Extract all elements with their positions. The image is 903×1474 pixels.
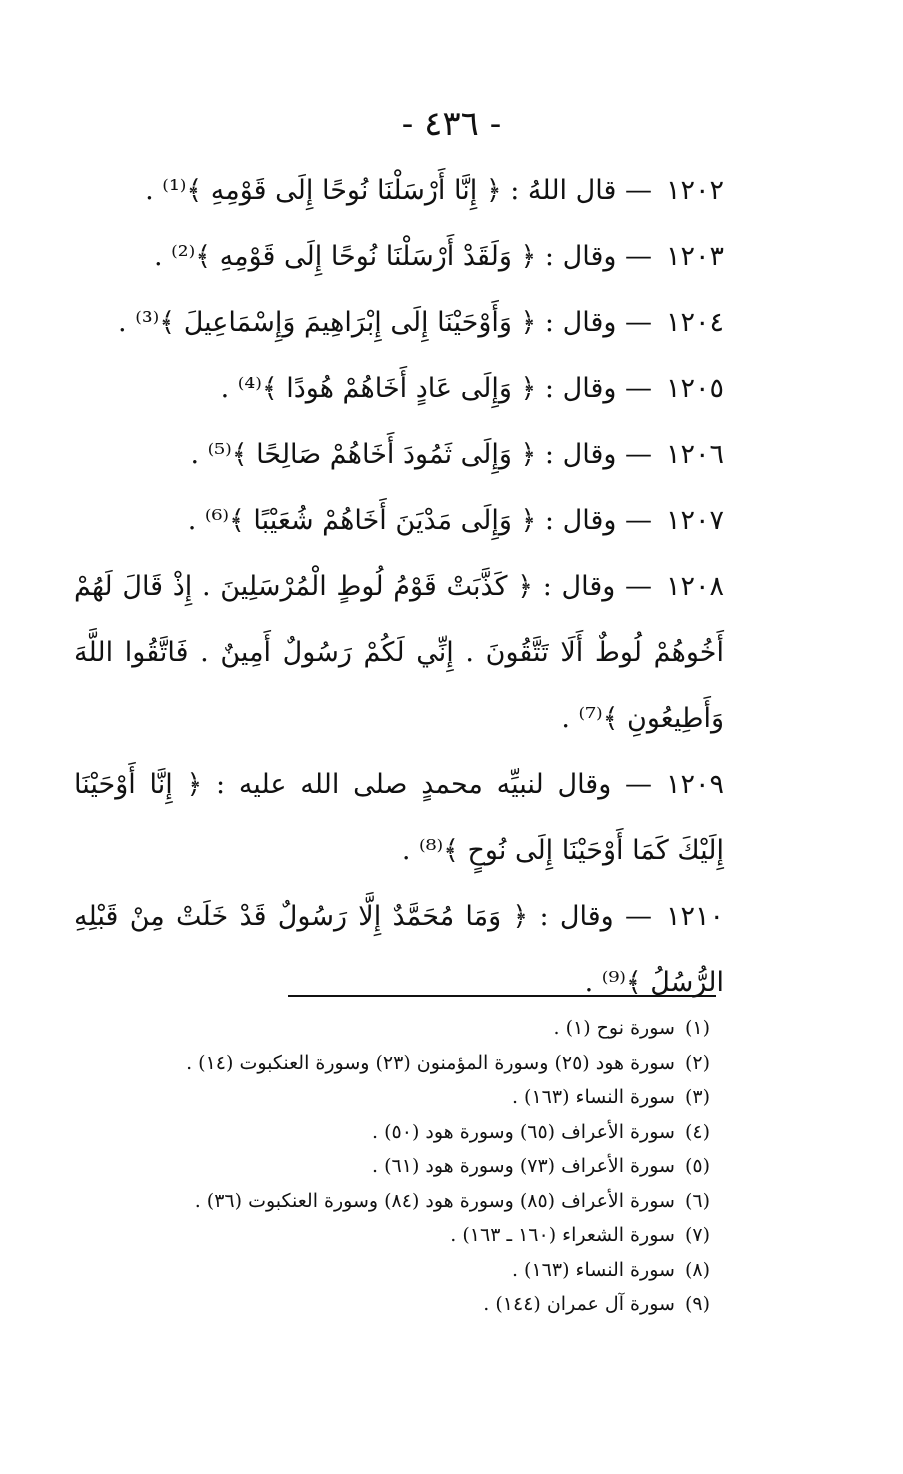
footnote xyxy=(100,1253,710,1288)
entry-text: — وقال : ﴿ وَأَوْحَيْنَا إِلَى إِبْرَاهِيمَ وَإِسْمَاعِيلَ ﴾⁽³⁾ . xyxy=(118,307,652,338)
footnote-divider xyxy=(288,995,716,997)
footnote-text: سورة النساء (١٦٣) . xyxy=(511,1258,675,1281)
entry-text: — وقال : ﴿ كَذَّبَتْ قَوْمُ لُوطٍ الْمُرْسَلِينَ . إِذْ قَالَ لَهُمْ أَخُوهُمْ لُوطٌ أَلَا تَتَّقُونَ . إِنِّي لَكُمْ رَسُولٌ أَمِينٌ . فَاتَّقُوا اللَّهَ وَأَطِيعُونِ ﴾⁽⁷⁾ . xyxy=(74,571,724,734)
footnotes xyxy=(100,1011,710,1322)
entry-number: ١٢٠٧ xyxy=(665,505,724,536)
footnote xyxy=(100,1011,710,1046)
footnote xyxy=(100,1046,710,1081)
footnote xyxy=(100,1115,710,1150)
footnote-text: سورة آل عمران (١٤٤) . xyxy=(483,1293,675,1315)
entry-text: — وقال : ﴿ وَإِلَى مَدْيَنَ أَخَاهُمْ شُعَيْبًا ﴾⁽⁶⁾ . xyxy=(187,505,652,536)
entry-text: — قال اللهُ : ﴿ إِنَّا أَرْسَلْنَا نُوحًا إِلَى قَوْمِهِ ﴾⁽¹⁾ . xyxy=(145,175,652,206)
entry-number: ١٢١٠ xyxy=(665,901,724,932)
footnote-text: سورة الأعراف (٦٥) وسورة هود (٥٠) . xyxy=(372,1120,675,1143)
entry-1207 xyxy=(74,488,724,554)
entry-number: ١٢٠٦ xyxy=(665,439,724,470)
entry-number: ١٢٠٤ xyxy=(665,307,724,338)
entry-1203 xyxy=(74,224,724,290)
footnote xyxy=(100,1287,710,1322)
footnote-text: سورة الأعراف (٨٥) وسورة هود (٨٤) وسورة العنكبوت (٣٦) . xyxy=(194,1189,675,1212)
entry-1209 xyxy=(74,752,724,884)
entry-1206 xyxy=(74,422,724,488)
footnote-number: (٩) xyxy=(684,1293,710,1315)
footnote-number: (٢) xyxy=(684,1051,710,1074)
entry-text: — وقال : ﴿ وَلَقَدْ أَرْسَلْنَا نُوحًا إِلَى قَوْمِهِ ﴾⁽²⁾ . xyxy=(153,241,652,272)
page-number: - ٤٣٦ - xyxy=(401,104,502,144)
footnote-text: سورة نوح (١) . xyxy=(553,1017,675,1039)
footnote-number: (١) xyxy=(684,1017,710,1039)
footnote-number: (٥) xyxy=(684,1155,710,1177)
entry-number: ١٢٠٢ xyxy=(665,175,724,206)
footnote-number: (٦) xyxy=(684,1189,710,1212)
entry-number: ١٢٠٩ xyxy=(665,769,724,800)
footnote-text: سورة الأعراف (٧٣) وسورة هود (٦١) . xyxy=(372,1155,675,1177)
footnote xyxy=(100,1149,710,1184)
entry-number: ١٢٠٨ xyxy=(665,571,724,602)
footnote-text: سورة الشعراء (١٦٠ ـ ١٦٣) . xyxy=(450,1224,675,1246)
entry-text: — وقال : ﴿ وَإِلَى عَادٍ أَخَاهُمْ هُودًا ﴾⁽⁴⁾ . xyxy=(220,373,652,404)
footnote xyxy=(100,1080,710,1115)
footnote xyxy=(100,1184,710,1219)
entry-text: — وقال : ﴿ وَمَا مُحَمَّدٌ إِلَّا رَسُولٌ قَدْ خَلَتْ مِنْ قَبْلِهِ الرُّسُلُ ﴾⁽⁹⁾ . xyxy=(74,901,724,998)
main-text xyxy=(74,158,724,1016)
footnote-number: (٨) xyxy=(684,1258,710,1281)
footnote-number: (٣) xyxy=(684,1086,710,1108)
footnote-number: (٤) xyxy=(684,1120,710,1143)
entry-1205 xyxy=(74,356,724,422)
entry-text: — وقال : ﴿ وَإِلَى ثَمُودَ أَخَاهُمْ صَالِحًا ﴾⁽⁵⁾ . xyxy=(190,439,652,470)
entry-1204 xyxy=(74,290,724,356)
entry-number: ١٢٠٣ xyxy=(665,241,724,272)
entry-text: — وقال لنبيِّه محمدٍ صلى الله عليه : ﴿ إِنَّا أَوْحَيْنَا إِلَيْكَ كَمَا أَوْحَيْنَا إِلَى نُوحٍ ﴾⁽⁸⁾ . xyxy=(74,769,724,866)
entry-1208 xyxy=(74,554,724,752)
footnote-number: (٧) xyxy=(684,1224,710,1246)
footnote-text: سورة هود (٢٥) وسورة المؤمنون (٢٣) وسورة العنكبوت (١٤) . xyxy=(186,1051,675,1074)
entry-number: ١٢٠٥ xyxy=(665,373,724,404)
footnote-text: سورة النساء (١٦٣) . xyxy=(511,1086,675,1108)
footnote xyxy=(100,1218,710,1253)
entry-1202 xyxy=(74,158,724,224)
